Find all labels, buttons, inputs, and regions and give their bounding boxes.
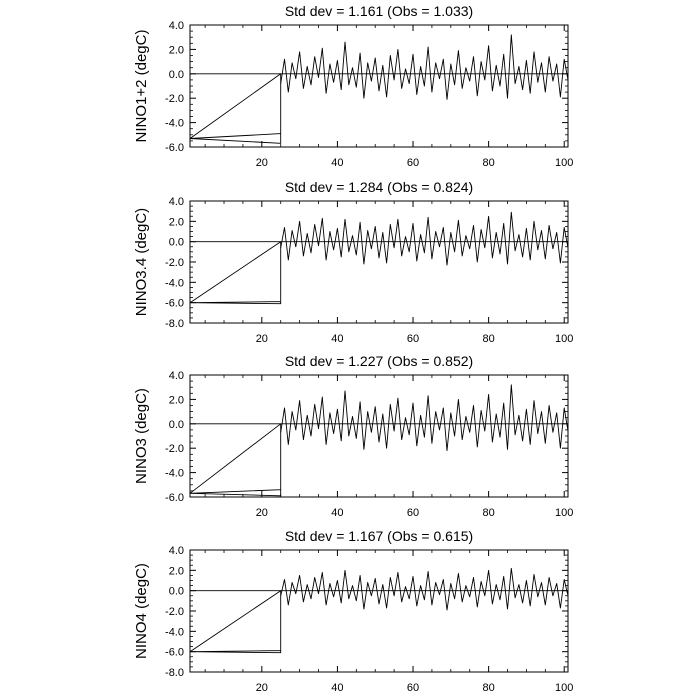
chart-title: Std dev = 1.161 (Obs = 1.033): [284, 3, 474, 19]
y-tick-label: 2.0: [168, 394, 184, 407]
y-tick-label: -2.0: [165, 257, 184, 269]
y-tick-label: -6.0: [165, 297, 184, 310]
series-line-1: [190, 242, 281, 304]
y-tick-label: -2.0: [165, 93, 184, 106]
y-tick-label: 4.0: [168, 196, 184, 208]
chart-panel-4: [133, 528, 573, 694]
x-tick-label: 100: [555, 333, 574, 345]
y-tick-label: -6.0: [165, 142, 184, 154]
y-tick-label: -6.0: [165, 646, 184, 659]
series-line-2: [281, 385, 568, 451]
chart-title: Std dev = 1.167 (Obs = 0.615): [284, 528, 474, 544]
y-axis-label: NINO3 (degC): [133, 388, 150, 484]
y-tick-label: -4.0: [165, 117, 184, 130]
y-tick-label: 4.0: [168, 370, 184, 382]
x-tick-label: 80: [482, 507, 495, 519]
plot-frame: [190, 25, 568, 147]
chart-panel-2: [133, 179, 573, 345]
x-tick-label: 60: [406, 333, 420, 345]
y-tick-label: 0.0: [168, 68, 184, 81]
series-line-2: [281, 568, 568, 610]
y-tick-label: 2.0: [168, 216, 184, 229]
y-tick-label: -4.0: [165, 277, 184, 290]
plot-frame: [190, 201, 568, 323]
y-tick-label: 4.0: [168, 545, 184, 557]
y-tick-label: -2.0: [165, 606, 184, 618]
x-tick-label: 60: [406, 507, 420, 519]
x-tick-label: 80: [482, 333, 495, 345]
y-tick-label: 0.0: [168, 236, 184, 249]
y-tick-label: 0.0: [168, 418, 184, 431]
y-tick-label: -4.0: [165, 626, 184, 639]
y-tick-label: -8.0: [165, 318, 184, 330]
series-line-2: [281, 212, 568, 265]
x-tick-label: 20: [255, 682, 268, 694]
y-tick-label: 2.0: [168, 44, 184, 57]
x-tick-label: 60: [406, 682, 420, 694]
y-tick-label: 2.0: [168, 565, 184, 578]
x-tick-label: 60: [406, 157, 420, 169]
y-tick-label: -2.0: [165, 443, 184, 456]
x-tick-label: 40: [331, 507, 344, 519]
y-tick-label: 0.0: [168, 585, 184, 598]
y-axis-label: NINO1+2 (degC): [133, 29, 150, 143]
x-tick-label: 80: [482, 157, 495, 169]
series-line-1: [190, 591, 281, 653]
x-tick-label: 100: [555, 507, 574, 519]
chart-title: Std dev = 1.227 (Obs = 0.852): [284, 353, 474, 369]
y-axis-label: NINO3.4 (degC): [133, 207, 150, 317]
x-tick-label: 20: [255, 507, 268, 519]
chart-panel-1: [133, 3, 573, 169]
plot-frame: [190, 375, 568, 497]
x-tick-label: 100: [555, 682, 574, 694]
x-tick-label: 20: [255, 333, 268, 345]
x-tick-label: 40: [331, 157, 344, 169]
y-axis-label: NINO4 (degC): [133, 563, 150, 659]
y-tick-label: 4.0: [168, 20, 184, 32]
y-tick-label: -6.0: [165, 492, 184, 504]
y-tick-label: -4.0: [165, 467, 184, 480]
y-tick-label: -8.0: [165, 667, 184, 679]
series-line-2: [281, 35, 568, 100]
x-tick-label: 100: [555, 157, 574, 169]
chart-title: Std dev = 1.284 (Obs = 0.824): [284, 179, 474, 195]
chart-panel-3: [133, 353, 573, 519]
x-tick-label: 80: [482, 682, 495, 694]
series-line-1: [190, 424, 281, 496]
series-line-1: [190, 74, 281, 144]
x-tick-label: 40: [331, 682, 344, 694]
x-tick-label: 40: [331, 333, 344, 345]
x-tick-label: 20: [255, 157, 268, 169]
